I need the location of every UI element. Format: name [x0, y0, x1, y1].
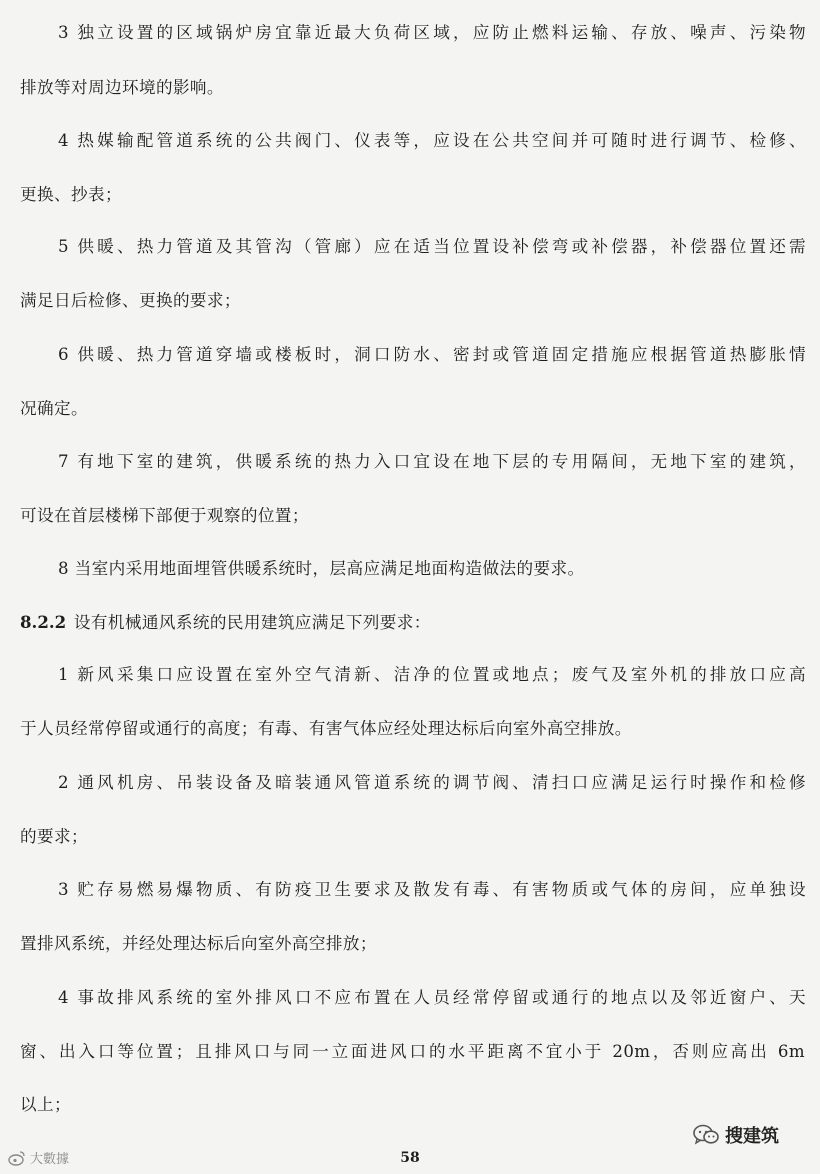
item-2-line-1: 2 通风机房、吊装设备及暗装通风管道系统的调节阀、清扫口应满足运行时操作和检修: [58, 773, 806, 792]
wechat-icon: [693, 1124, 719, 1146]
section-number: 8.2.2: [20, 612, 67, 632]
wechat-watermark: [693, 1122, 779, 1148]
paragraph-7-line-1: 7 有地下室的建筑，供暖系统的热力入口宜设在地下层的专用隔间，无地下室的建筑，: [58, 452, 806, 471]
item-3-line-2: 置排风系统，并经处理达标后向室外高空排放；: [20, 934, 377, 953]
item-3-line-1: 3 贮存易燃易爆物质、有防疫卫生要求及散发有毒、有害物质或气体的房间，应单独设: [58, 880, 806, 899]
paragraph-3-line-1: 3 独立设置的区域锅炉房宜靠近最大负荷区域，应防止燃料运输、存放、噪声、污染物: [58, 23, 806, 42]
page-number: 58: [400, 1150, 420, 1166]
item-1-line-1: 1 新风采集口应设置在室外空气清新、洁净的位置或地点；废气及室外机的排放口应高: [58, 665, 806, 684]
item-4-line-1: 4 事故排风系统的室外排风口不应布置在人员经常停留或通行的地点以及邻近窗户、天: [58, 988, 806, 1007]
section-title: 设有机械通风系统的民用建筑应满足下列要求：: [73, 613, 431, 632]
paragraph-6-line-2: 况确定。: [20, 399, 88, 418]
weibo-icon: [8, 1150, 26, 1166]
wechat-watermark-text: 搜建筑: [725, 1126, 779, 1147]
item-2-line-2: 的要求；: [20, 827, 88, 846]
paragraph-8-line-1: 8 当室内采用地面埋管供暖系统时，层高应满足地面构造做法的要求。: [58, 559, 585, 578]
paragraph-6-line-1: 6 供暖、热力管道穿墙或楼板时，洞口防水、密封或管道固定措施应根据管道热膨胀情: [58, 345, 806, 364]
item-4-line-3: 以上；: [20, 1095, 71, 1114]
paragraph-4-line-2: 更换、抄表；: [20, 185, 122, 204]
item-4-line-2: 窗、出入口等位置；且排风口与同一立面进风口的水平距离不宜小于 20m，否则应高出 6m: [20, 1042, 805, 1061]
item-1-line-2: 于人员经常停留或通行的高度；有毒、有害气体应经处理达标后向室外高空排放。: [20, 719, 632, 738]
paragraph-4-line-1: 4 热媒输配管道系统的公共阀门、仪表等，应设在公共空间并可随时进行调节、检修、: [58, 131, 806, 150]
section-heading-8-2-2: [20, 611, 805, 634]
paragraph-3-line-2: 排放等对周边环境的影响。: [20, 78, 224, 97]
paragraph-7-line-2: 可设在首层楼梯下部便于观察的位置；: [20, 506, 309, 525]
paragraph-5-line-1: 5 供暖、热力管道及其管沟（管廊）应在适当位置设补偿弯或补偿器，补偿器位置还需: [58, 237, 806, 256]
paragraph-5-line-2: 满足日后检修、更换的要求；: [20, 291, 241, 310]
weibo-watermark: [8, 1148, 69, 1167]
weibo-watermark-text: 大數據: [30, 1152, 70, 1167]
